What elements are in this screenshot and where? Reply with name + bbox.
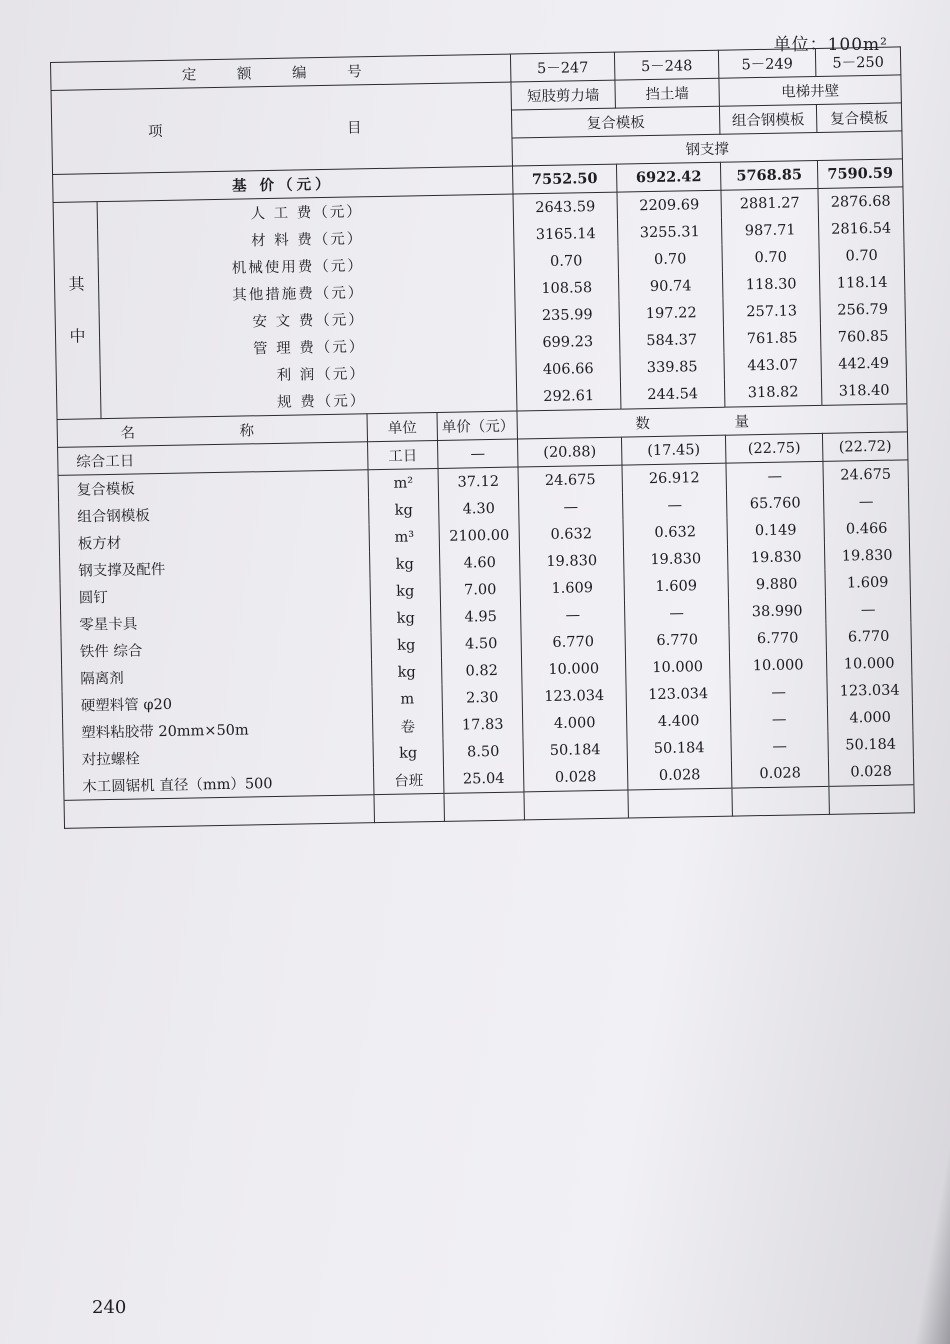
resource-unit: kg (371, 604, 441, 632)
resource-name: 钢支撑及配件 (60, 551, 370, 584)
item-label: 项 目 (51, 82, 512, 174)
breakdown-value: 257.13 (723, 297, 820, 326)
resource-unit: 工日 (368, 440, 439, 469)
resource-quantity: — (730, 705, 827, 734)
resource-quantity: (20.88) (518, 437, 622, 467)
resource-quantity: 1.609 (520, 574, 624, 603)
breakdown-value: 443.07 (724, 351, 821, 380)
resource-unit: 台班 (373, 766, 443, 795)
page-number: 240 (92, 1297, 127, 1318)
resource-quantity: 0.028 (828, 757, 913, 786)
resource-quantity: 24.675 (823, 460, 908, 489)
resource-unit-price: 0.82 (441, 656, 521, 684)
resource-quantity: 0.632 (519, 520, 623, 549)
wall-type-elevator-shaft: 电梯井壁 (719, 75, 901, 106)
resource-unit: kg (369, 496, 439, 524)
breakdown-group-label (53, 202, 101, 420)
cost-breakdown (53, 187, 907, 420)
resource-quantity: 6.770 (729, 624, 826, 653)
code-5-248: 5－248 (614, 50, 718, 80)
breakdown-value: 235.99 (515, 301, 619, 330)
base-price-value: 7590.59 (817, 159, 902, 189)
breakdown-value: 2816.54 (818, 214, 903, 243)
breakdown-value: 760.85 (820, 322, 905, 351)
resource-quantity: (22.72) (822, 432, 907, 462)
wall-type-short-shear: 短肢剪力墙 (511, 80, 615, 110)
resource-name: 复合模板 (58, 470, 368, 503)
unit-label: 单位：100m² (773, 35, 888, 55)
resource-unit-price: 25.04 (443, 764, 524, 793)
code-label: 定 额 编 号 (51, 54, 511, 90)
resource-quantity: 1.609 (825, 568, 910, 597)
resource-name-header: 名 称 (57, 414, 367, 448)
resource-unit-price: 17.83 (442, 710, 522, 738)
resource-name: 硬塑料管 φ20 (62, 686, 372, 719)
code-5-250: 5－250 (815, 47, 900, 77)
breakdown-value: 0.70 (819, 241, 904, 270)
wall-type-retaining: 挡土墙 (615, 78, 719, 108)
breakdown-value: 108.58 (515, 274, 619, 303)
resource-quantity: 6.770 (826, 622, 911, 651)
resource-quantity: 19.830 (623, 545, 727, 574)
breakdown-label: 人 工 费（元） (97, 194, 513, 229)
resource-quantity: 19.830 (824, 541, 909, 570)
resource-name: 隔离剂 (62, 659, 372, 692)
resource-quantity: 19.830 (520, 547, 624, 576)
breakdown-value: 987.71 (721, 216, 818, 245)
resource-unit: m (372, 685, 442, 713)
resource-name: 组合钢模板 (59, 497, 369, 530)
resource-quantity: — (520, 601, 624, 630)
resource-quantity: — (730, 678, 827, 707)
breakdown-value: 0.70 (618, 245, 722, 274)
breakdown-label: 机械使用费（元） (98, 249, 514, 284)
breakdown-value: 292.61 (516, 382, 620, 411)
breakdown-value: 3255.31 (617, 218, 721, 247)
base-price-label: 基 价（元） (53, 166, 513, 202)
quantity-header: 数 量 (517, 404, 907, 439)
formwork-composite: 复合模板 (511, 106, 719, 138)
resource-quantity: 0.028 (731, 759, 828, 788)
resource-quantity: 123.034 (626, 680, 730, 709)
resource-quantity: 50.184 (523, 736, 627, 765)
resource-unit-price: 7.00 (440, 575, 520, 603)
breakdown-value: 0.70 (722, 243, 819, 272)
resource-name: 塑料粘胶带 20mm×50m (63, 713, 373, 746)
resource-quantity: — (623, 491, 727, 520)
resource-quantity: 50.184 (828, 730, 913, 759)
resource-quantity: 6.770 (625, 626, 729, 655)
resource-price-header: 单价（元） (437, 411, 518, 440)
resource-quantity: 10.000 (729, 651, 826, 680)
breakdown-value: 256.79 (820, 295, 905, 324)
resource-unit-price: 4.60 (440, 548, 520, 576)
breakdown-label: 利 润（元） (100, 357, 516, 392)
breakdown-value: 2881.27 (721, 188, 818, 217)
resource-unit-price: 4.50 (441, 629, 521, 657)
resource-name: 综合工日 (58, 442, 368, 476)
resource-quantity: 0.466 (824, 514, 909, 543)
group-label-char: 中 (69, 326, 86, 346)
resource-quantity: 6.770 (521, 628, 625, 657)
resource-quantity: — (823, 487, 908, 516)
breakdown-value: 699.23 (515, 328, 619, 357)
resource-quantity: — (519, 493, 623, 522)
resource-quantity: 65.760 (726, 489, 823, 518)
resource-unit-price: 4.95 (440, 602, 520, 630)
resource-name: 板方材 (59, 524, 369, 557)
resource-quantity: 10.000 (826, 649, 911, 678)
resource-quantity: 123.034 (827, 676, 912, 705)
resource-quantity: 19.830 (727, 543, 824, 572)
resource-unit: kg (371, 658, 441, 686)
breakdown-value: 118.30 (722, 270, 819, 299)
group-label-char: 其 (68, 274, 85, 294)
resource-unit: 卷 (372, 712, 442, 740)
breakdown-value: 761.85 (723, 324, 820, 353)
breakdown-value: 339.85 (620, 353, 724, 382)
code-5-247: 5－247 (510, 52, 614, 82)
resource-quantity: 0.149 (727, 516, 824, 545)
breakdown-value: 2209.69 (617, 190, 721, 219)
resource-quantity: 4.400 (626, 707, 730, 736)
resource-name: 铁件 综合 (61, 632, 371, 665)
breakdown-value: 197.22 (619, 299, 723, 328)
resource-quantity: 26.912 (622, 463, 726, 492)
breakdown-label: 安 文 费（元） (99, 303, 515, 338)
breakdown-value: 90.74 (618, 272, 722, 301)
breakdown-label: 管 理 费（元） (100, 330, 516, 365)
breakdown-value: 318.82 (724, 378, 821, 407)
resource-quantity: 0.028 (627, 761, 731, 790)
base-price-value: 7552.50 (512, 164, 616, 194)
resource-name: 圆钉 (60, 578, 370, 611)
resource-quantity: — (825, 595, 910, 624)
resource-unit-header: 单位 (367, 412, 438, 441)
resource-quantity: 0.632 (623, 518, 727, 547)
breakdown-value: 406.66 (516, 355, 620, 384)
resource-name: 零星卡具 (61, 605, 371, 638)
breakdown-value: 244.54 (620, 380, 724, 409)
code-5-249: 5－249 (718, 48, 815, 78)
resource-unit-price: 4.30 (439, 494, 519, 522)
resource-quantity: 4.000 (827, 703, 912, 732)
quota-table (50, 46, 915, 828)
breakdown-value: 442.49 (821, 349, 906, 378)
formwork-steel: 组合钢模板 (719, 104, 816, 134)
resource-name: 木工圆锯机 直径（mm）500 (64, 767, 374, 800)
base-price-value: 5768.85 (720, 160, 817, 190)
resource-quantity: — (731, 732, 828, 761)
breakdown-label: 材 料 费（元） (98, 222, 514, 257)
resource-unit-price: — (438, 439, 519, 468)
resource-quantity: 10.000 (625, 653, 729, 682)
resource-name: 对拉螺栓 (63, 740, 373, 773)
quota-table-sheet (50, 46, 914, 828)
breakdown-value: 318.40 (821, 376, 906, 405)
resource-quantity: 0.028 (523, 763, 627, 792)
support-type: 钢支撑 (512, 131, 902, 166)
resource-quantity: (17.45) (621, 435, 725, 465)
resource-unit: m² (368, 468, 438, 497)
resource-quantity: (22.75) (725, 433, 822, 463)
base-price-value: 6922.42 (616, 162, 720, 192)
resource-unit-price: 8.50 (443, 737, 523, 765)
resource-quantity: 4.000 (522, 709, 626, 738)
resource-unit: kg (370, 550, 440, 578)
resource-quantity: 123.034 (522, 682, 626, 711)
formwork-composite-2: 复合模板 (816, 103, 901, 133)
resource-unit: kg (370, 577, 440, 605)
breakdown-value: 3165.14 (514, 220, 618, 249)
resource-unit: kg (373, 739, 443, 767)
resource-unit: m³ (369, 523, 439, 551)
resource-quantity: 50.184 (627, 734, 731, 763)
resource-unit-price: 37.12 (438, 467, 519, 496)
resource-quantity: 24.675 (518, 465, 622, 494)
breakdown-label: 其他措施费（元） (99, 276, 515, 311)
resource-unit-price: 2.30 (442, 683, 522, 711)
resource-quantity: — (624, 599, 728, 628)
breakdown-value: 2876.68 (818, 187, 903, 216)
resource-quantity: 10.000 (521, 655, 625, 684)
resource-quantity: — (726, 461, 823, 490)
resource-list (58, 432, 914, 801)
resource-quantity: 9.880 (728, 570, 825, 599)
breakdown-value: 118.14 (819, 268, 904, 297)
breakdown-label: 规 费（元） (101, 384, 517, 419)
resource-quantity: 1.609 (624, 572, 728, 601)
breakdown-value: 2643.59 (513, 192, 617, 221)
breakdown-value: 0.70 (514, 247, 618, 276)
breakdown-value: 584.37 (619, 326, 723, 355)
resource-unit: kg (371, 631, 441, 659)
resource-unit-price: 2100.00 (439, 521, 519, 549)
resource-quantity: 38.990 (728, 597, 825, 626)
